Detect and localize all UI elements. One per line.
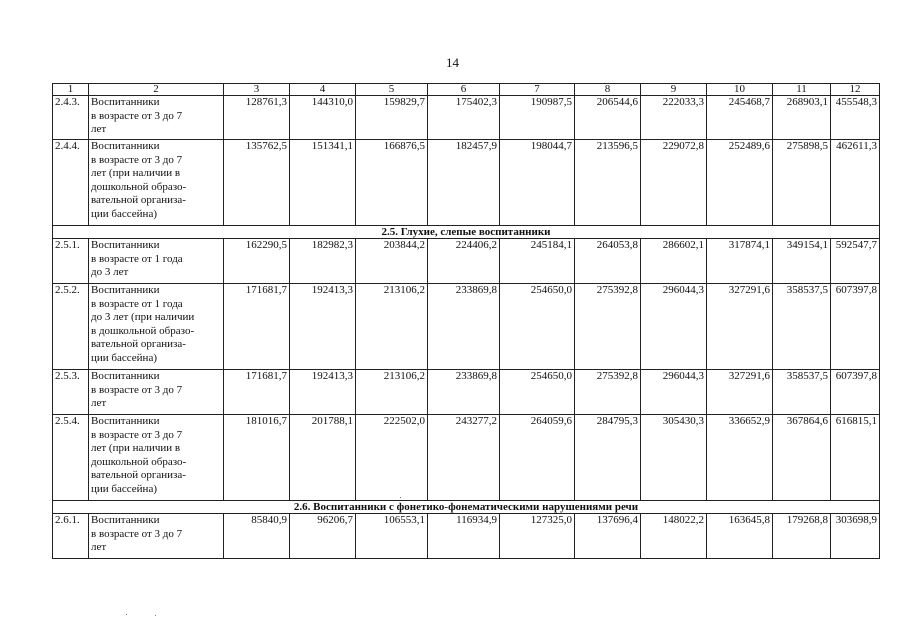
value-cell: 305430,3 — [641, 415, 707, 501]
column-header: 8 — [575, 84, 641, 96]
row-code: 2.4.4. — [53, 140, 89, 226]
table-body — [53, 96, 880, 559]
value-cell: 137696,4 — [575, 514, 641, 559]
row-code: 2.5.2. — [53, 284, 89, 370]
value-cell: 171681,7 — [224, 284, 290, 370]
section-title: 2.6. Воспитанники с фонетико-фонематическими нарушениями речи — [53, 501, 880, 514]
value-cell: 127325,0 — [500, 514, 575, 559]
value-cell: 254650,0 — [500, 284, 575, 370]
value-cell: 201788,1 — [290, 415, 356, 501]
value-cell: 159829,7 — [356, 96, 428, 140]
table-row — [53, 96, 880, 140]
value-cell: 367864,6 — [773, 415, 831, 501]
value-cell: 175402,3 — [428, 96, 500, 140]
column-header: 7 — [500, 84, 575, 96]
column-header: 12 — [831, 84, 880, 96]
value-cell: 151341,1 — [290, 140, 356, 226]
value-cell: 254650,0 — [500, 370, 575, 415]
value-cell: 222502,0 — [356, 415, 428, 501]
value-cell: 286602,1 — [641, 239, 707, 284]
value-cell: 135762,5 — [224, 140, 290, 226]
value-cell: 198044,7 — [500, 140, 575, 226]
value-cell: 349154,1 — [773, 239, 831, 284]
value-cell: 296044,3 — [641, 284, 707, 370]
value-cell: 206544,6 — [575, 96, 641, 140]
value-cell: 233869,8 — [428, 284, 500, 370]
value-cell: 166876,5 — [356, 140, 428, 226]
column-header: 2 — [89, 84, 224, 96]
value-cell: 275392,8 — [575, 370, 641, 415]
section-row — [53, 501, 880, 514]
value-cell: 243277,2 — [428, 415, 500, 501]
value-cell: 144310,0 — [290, 96, 356, 140]
column-header: 4 — [290, 84, 356, 96]
value-cell: 171681,7 — [224, 370, 290, 415]
table-row — [53, 514, 880, 559]
table-row — [53, 140, 880, 226]
row-code: 2.5.1. — [53, 239, 89, 284]
value-cell: 336652,9 — [707, 415, 773, 501]
row-label: Воспитанники в возрасте от 3 до 7 лет — [89, 514, 224, 559]
value-cell: 106553,1 — [356, 514, 428, 559]
value-cell: 358537,5 — [773, 284, 831, 370]
table-row — [53, 284, 880, 370]
row-label: Воспитанники в возрасте от 1 года до 3 лет (при наличии в дошкольной образо- вательной организа- ции бассейна) — [89, 284, 224, 370]
column-header: 10 — [707, 84, 773, 96]
value-cell: 264059,6 — [500, 415, 575, 501]
scan-speck — [400, 497, 401, 498]
column-header: 5 — [356, 84, 428, 96]
value-cell: 275898,5 — [773, 140, 831, 226]
column-number-row — [53, 84, 880, 96]
value-cell: 213106,2 — [356, 370, 428, 415]
value-cell: 245184,1 — [500, 239, 575, 284]
section-title: 2.5. Глухие, слепые воспитанники — [53, 226, 880, 239]
value-cell: 327291,6 — [707, 370, 773, 415]
value-cell: 192413,3 — [290, 284, 356, 370]
value-cell: 182457,9 — [428, 140, 500, 226]
value-cell: 190987,5 — [500, 96, 575, 140]
tariff-table — [52, 83, 880, 559]
row-label: Воспитанники в возрасте от 3 до 7 лет — [89, 96, 224, 140]
value-cell: 85840,9 — [224, 514, 290, 559]
column-header: 3 — [224, 84, 290, 96]
row-code: 2.5.4. — [53, 415, 89, 501]
value-cell: 163645,8 — [707, 514, 773, 559]
row-code: 2.5.3. — [53, 370, 89, 415]
table-row — [53, 370, 880, 415]
table-row — [53, 239, 880, 284]
row-label: Воспитанники в возрасте от 3 до 7 лет — [89, 370, 224, 415]
column-header: 11 — [773, 84, 831, 96]
value-cell: 213596,5 — [575, 140, 641, 226]
value-cell: 162290,5 — [224, 239, 290, 284]
row-label: Воспитанники в возрасте от 3 до 7 лет (при наличии в дошкольной образо- вательной организа- ции бассейна) — [89, 140, 224, 226]
value-cell: 213106,2 — [356, 284, 428, 370]
value-cell: 616815,1 — [831, 415, 880, 501]
column-header: 6 — [428, 84, 500, 96]
table-row — [53, 415, 880, 501]
value-cell: 275392,8 — [575, 284, 641, 370]
value-cell: 607397,8 — [831, 370, 880, 415]
row-label: Воспитанники в возрасте от 3 до 7 лет (при наличии в дошкольной образо- вательной организа- ции бассейна) — [89, 415, 224, 501]
value-cell: 192413,3 — [290, 370, 356, 415]
scan-speck — [126, 614, 127, 615]
value-cell: 182982,3 — [290, 239, 356, 284]
value-cell: 229072,8 — [641, 140, 707, 226]
row-label: Воспитанники в возрасте от 1 года до 3 лет — [89, 239, 224, 284]
page-number: 14 — [446, 55, 459, 70]
value-cell: 233869,8 — [428, 370, 500, 415]
value-cell: 607397,8 — [831, 284, 880, 370]
value-cell: 181016,7 — [224, 415, 290, 501]
value-cell: 296044,3 — [641, 370, 707, 415]
value-cell: 455548,3 — [831, 96, 880, 140]
value-cell: 284795,3 — [575, 415, 641, 501]
value-cell: 116934,9 — [428, 514, 500, 559]
value-cell: 462611,3 — [831, 140, 880, 226]
column-header: 1 — [53, 84, 89, 96]
value-cell: 148022,2 — [641, 514, 707, 559]
scan-speck — [155, 615, 156, 616]
value-cell: 268903,1 — [773, 96, 831, 140]
value-cell: 264053,8 — [575, 239, 641, 284]
value-cell: 252489,6 — [707, 140, 773, 226]
value-cell: 245468,7 — [707, 96, 773, 140]
value-cell: 303698,9 — [831, 514, 880, 559]
value-cell: 327291,6 — [707, 284, 773, 370]
section-row — [53, 226, 880, 239]
row-code: 2.4.3. — [53, 96, 89, 140]
value-cell: 592547,7 — [831, 239, 880, 284]
value-cell: 128761,3 — [224, 96, 290, 140]
value-cell: 179268,8 — [773, 514, 831, 559]
value-cell: 203844,2 — [356, 239, 428, 284]
column-header: 9 — [641, 84, 707, 96]
value-cell: 96206,7 — [290, 514, 356, 559]
row-code: 2.6.1. — [53, 514, 89, 559]
value-cell: 224406,2 — [428, 239, 500, 284]
value-cell: 358537,5 — [773, 370, 831, 415]
value-cell: 317874,1 — [707, 239, 773, 284]
value-cell: 222033,3 — [641, 96, 707, 140]
